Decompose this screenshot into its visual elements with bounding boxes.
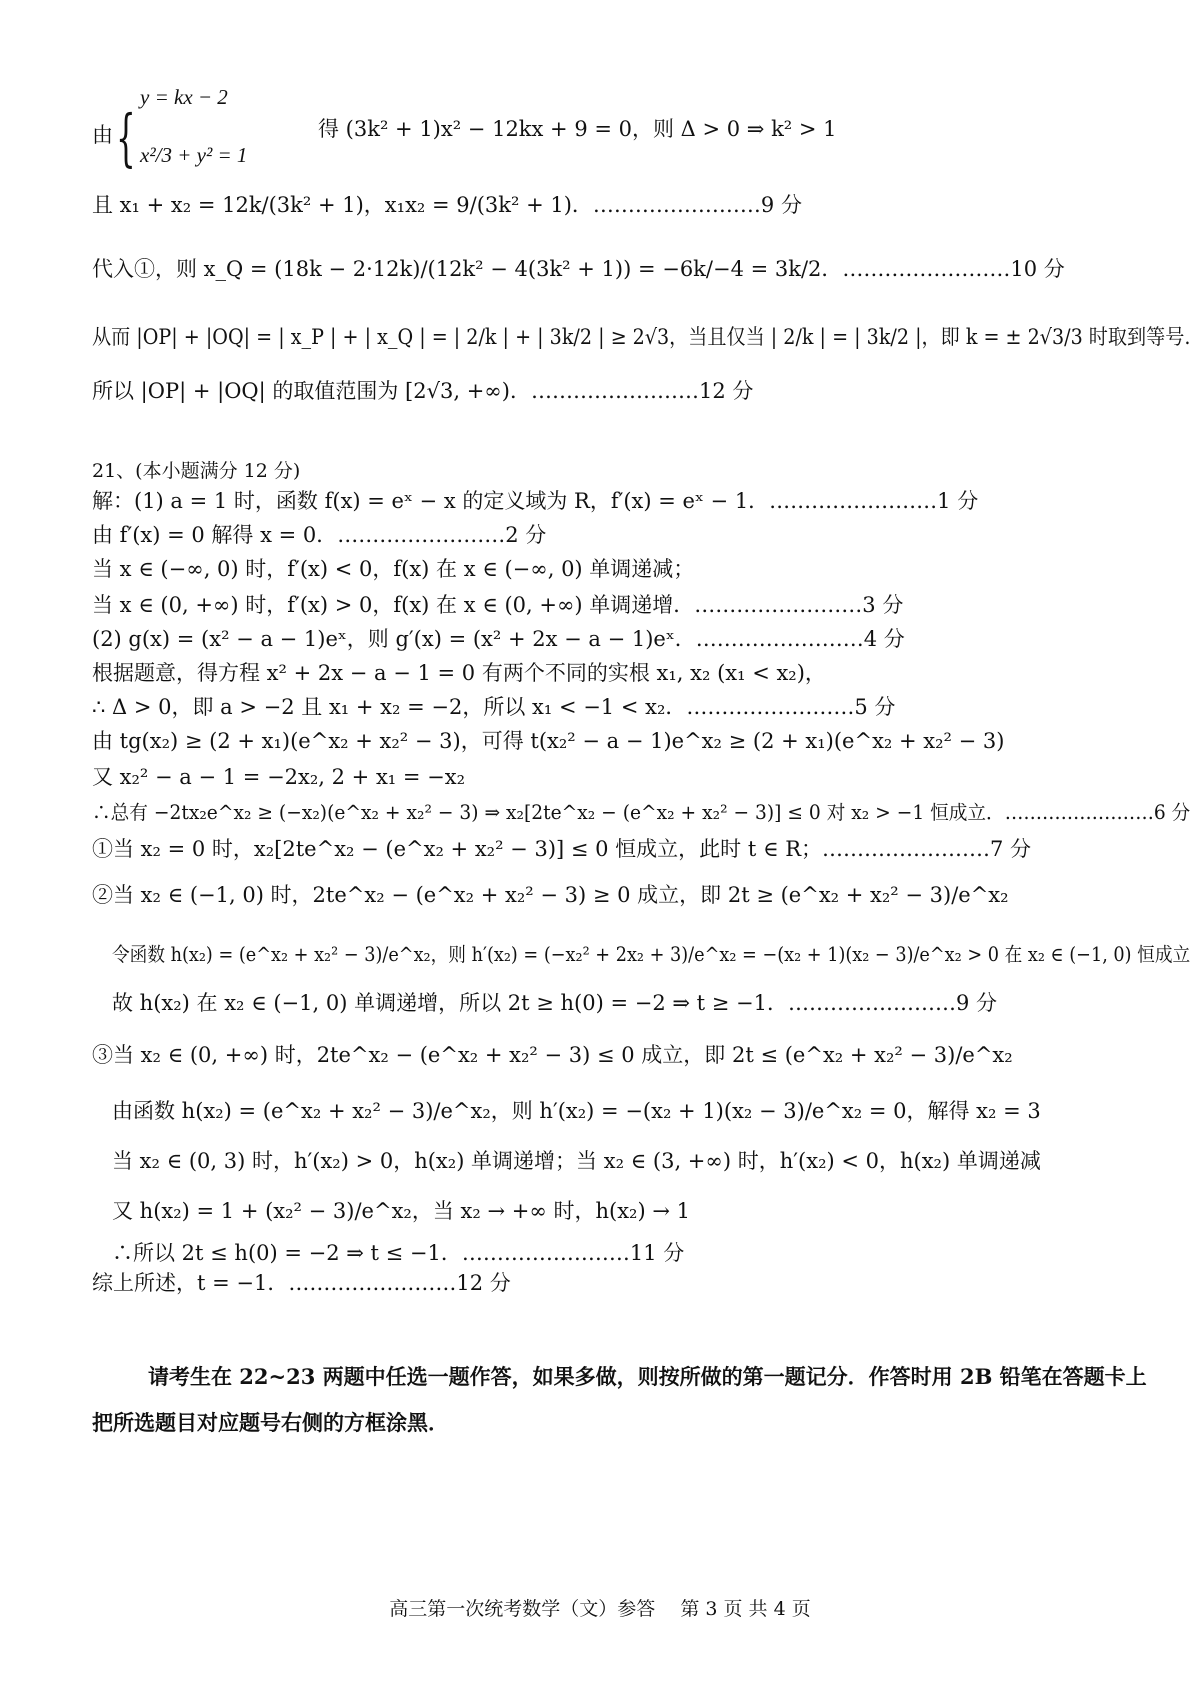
line-5: 所以 |OP| + |OQ| 的取值范围为 [2√3, +∞)．……………………12 分	[92, 379, 754, 403]
q21-line-3: 当 x ∈ (−∞, 0) 时，f′(x) < 0，f(x) 在 x ∈ (−∞, 0) 单调递减；	[92, 557, 695, 581]
q21-line-7: ∴ Δ > 0，即 a > −2 且 x₁ + x₂ = −2，所以 x₁ < −1 < x₂．……………………5 分	[92, 695, 896, 719]
q21-line-8: 由 tg(x₂) ≥ (2 + x₁)(e^x₂ + x₂² − 3)，可得 t(x₂² − a − 1)e^x₂ ≥ (2 + x₁)(e^x₂ + x₂² − 3)	[92, 729, 1005, 753]
q21-line-11: ①当 x₂ = 0 时，x₂[2te^x₂ − (e^x₂ + x₂² − 3)] ≤ 0 恒成立，此时 t ∈ R；……………………7 分	[92, 837, 1032, 861]
notice-line-2: 把所选题目对应题号右侧的方框涂黑．	[92, 1410, 449, 1435]
q21-line-5: (2) g(x) = (x² − a − 1)eˣ，则 g′(x) = (x² + 2x − a − 1)eˣ．……………………4 分	[92, 627, 905, 651]
q21-line-9: 又 x₂² − a − 1 = −2x₂, 2 + x₁ = −x₂	[92, 765, 466, 789]
q21-line-15: ③当 x₂ ∈ (0, +∞) 时，2te^x₂ − (e^x₂ + x₂² − 3) ≤ 0 成立，即 2t ≤ (e^x₂ + x₂² − 3)/e^x₂	[92, 1043, 1013, 1067]
q21-line-13: 令函数 h(x₂) = (e^x₂ + x₂² − 3)/e^x₂，则 h′(x₂) = (−x₂² + 2x₂ + 3)/e^x₂ = −(x₂ + 1)(x₂ − 3)/e^x₂ > 0 在 x₂ ∈ (−1, 0) 恒成立	[112, 943, 1191, 966]
brace-glyph: {	[116, 101, 136, 174]
q21-line-1: 解：(1) a = 1 时，函数 f(x) = eˣ − x 的定义域为 R，f′(x) = eˣ − 1．……………………1 分	[92, 489, 979, 513]
q21-line-17: 当 x₂ ∈ (0, 3) 时，h′(x₂) > 0，h(x₂) 单调递增；当 x₂ ∈ (3, +∞) 时，h′(x₂) < 0，h(x₂) 单调递减	[112, 1149, 1041, 1173]
q21-title: 21、(本小题满分 12 分)	[92, 460, 301, 482]
system-equation-2: x²/3 + y² = 1	[140, 143, 248, 167]
q21-line-16: 由函数 h(x₂) = (e^x₂ + x₂² − 3)/e^x₂，则 h′(x₂) = −(x₂ + 1)(x₂ − 3)/e^x₂ = 0，解得 x₂ = 3	[112, 1099, 1041, 1123]
system-equation-1: y = kx − 2	[140, 85, 228, 109]
q21-line-19: ∴所以 2t ≤ h(0) = −2 ⇒ t ≤ −1．……………………11 分	[112, 1241, 685, 1265]
q21-line-12: ②当 x₂ ∈ (−1, 0) 时，2te^x₂ − (e^x₂ + x₂² − 3) ≥ 0 成立，即 2t ≥ (e^x₂ + x₂² − 3)/e^x₂	[92, 883, 1009, 907]
q21-line-14: 故 h(x₂) 在 x₂ ∈ (−1, 0) 单调递增，所以 2t ≥ h(0) = −2 ⇒ t ≥ −1．……………………9 分	[112, 991, 998, 1015]
system-prefix: 由	[92, 123, 113, 147]
q21-line-6: 根据题意，得方程 x² + 2x − a − 1 = 0 有两个不同的实根 x₁, x₂ (x₁ < x₂)，	[92, 661, 826, 685]
line-2: 且 x₁ + x₂ = 12k/(3k² + 1)，x₁x₂ = 9/(3k² + 1)．……………………9 分	[92, 193, 802, 217]
q21-line-4: 当 x ∈ (0, +∞) 时，f′(x) > 0，f(x) 在 x ∈ (0, +∞) 单调递增．……………………3 分	[92, 593, 904, 617]
line-4: 从而 |OP| + |OQ| = | x_P | + | x_Q | = | 2/k | + | 3k/2 | ≥ 2√3，当且仅当 | 2/k | = | 3k/2 |，即 k = ± 2√3/3 时取到等号.	[92, 325, 1191, 349]
q21-line-18: 又 h(x₂) = 1 + (x₂² − 3)/e^x₂，当 x₂ → +∞ 时，h(x₂) → 1	[112, 1199, 690, 1223]
system-result: 得 (3k² + 1)x² − 12kx + 9 = 0，则 Δ > 0 ⇒ k² > 1	[318, 117, 837, 141]
q21-line-20: 综上所述，t = −1．……………………12 分	[92, 1271, 511, 1295]
page-footer: 高三第一次统考数学（文）参答 第 3 页 共 4 页	[389, 1598, 811, 1620]
notice-line-1: 请考生在 22~23 两题中任选一题作答，如果多做，则按所做的第一题记分．作答时用 2B 铅笔在答题卡上	[148, 1364, 1147, 1389]
q21-line-2: 由 f′(x) = 0 解得 x = 0．……………………2 分	[92, 523, 547, 547]
line-3: 代入①，则 x_Q = (18k − 2·12k)/(12k² − 4(3k² + 1)) = −6k/−4 = 3k/2．……………………10 分	[92, 257, 1065, 281]
q21-line-10: ∴总有 −2tx₂e^x₂ ≥ (−x₂)(e^x₂ + x₂² − 3) ⇒ x₂[2te^x₂ − (e^x₂ + x₂² − 3)] ≤ 0 对 x₂ > −1 恒成立．……………………6 分	[92, 801, 1191, 824]
